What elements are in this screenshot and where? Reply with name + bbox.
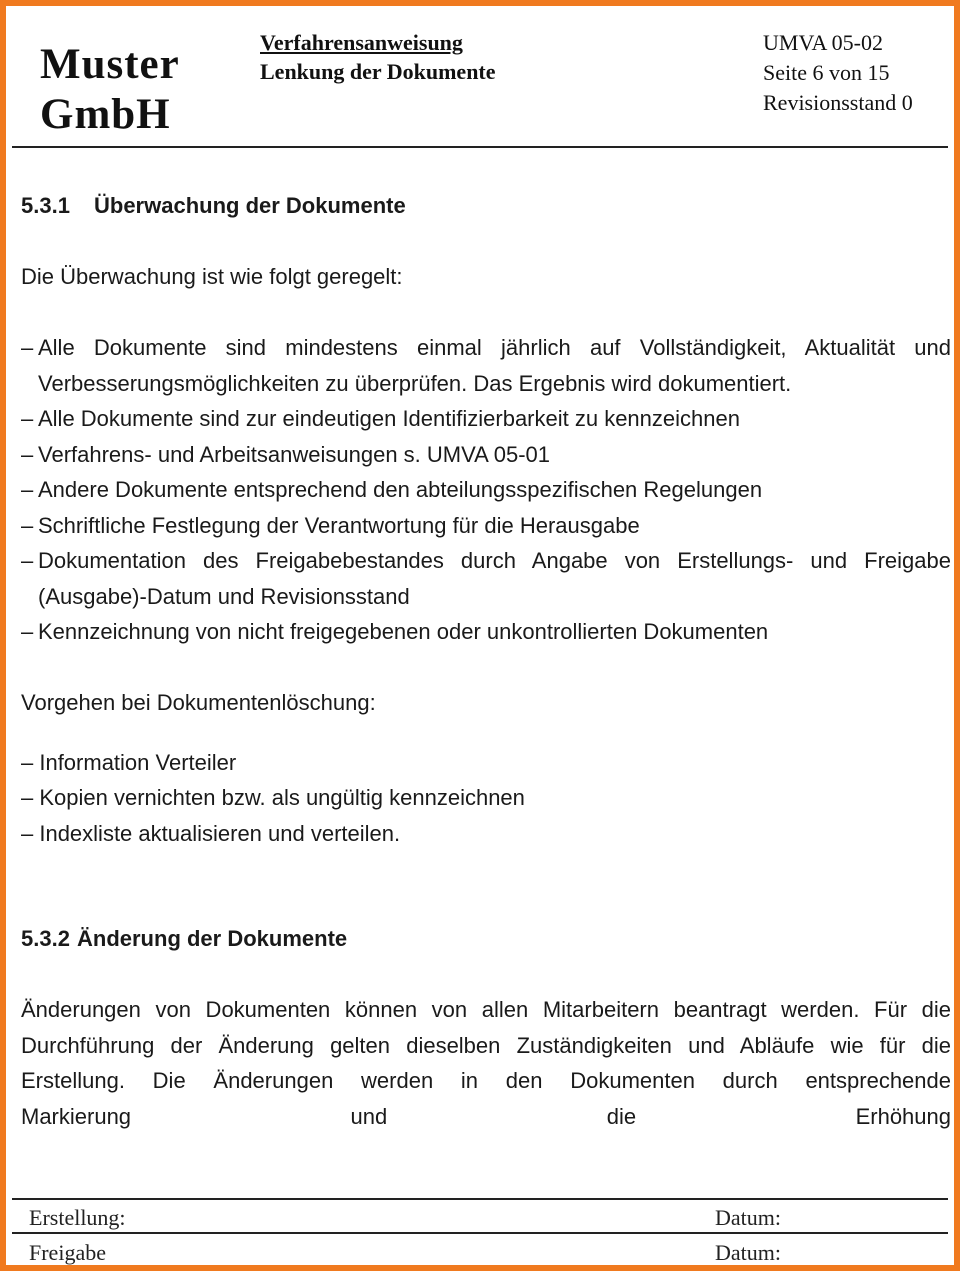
list-item: – Indexliste aktualisieren und verteilen. xyxy=(21,820,401,846)
company-name xyxy=(40,40,180,140)
company-name-line2: GmbH xyxy=(40,91,171,138)
document-body xyxy=(21,188,951,1134)
section-heading-5-3-1 xyxy=(21,188,951,224)
company-name-line1: Muster xyxy=(40,41,180,88)
list-item: – Schriftliche Festlegung der Verantwortung für die Herausgabe xyxy=(21,512,640,538)
list-item: – Kennzeichnung von nicht freigegebenen oder unkontrollierten Dokumenten xyxy=(21,619,769,644)
header-divider xyxy=(12,146,948,148)
footer-divider-middle xyxy=(12,1232,948,1234)
section-number: 5.3.2 xyxy=(21,926,70,951)
creation-date-label: Datum: xyxy=(715,1205,781,1230)
document-type-block xyxy=(260,28,496,86)
footer-divider-top xyxy=(12,1198,948,1200)
list-item: – Alle Dokumente sind zur eindeutigen Identifizierbarkeit zu kennzeichnen xyxy=(21,406,740,431)
deletion-steps xyxy=(21,745,951,852)
section-title: Änderung der Dokumente xyxy=(77,926,348,951)
document-meta xyxy=(763,28,913,118)
page-number: Seite 6 von 15 xyxy=(763,60,890,85)
monitoring-intro: Die Überwachung ist wie folgt geregelt: xyxy=(21,264,403,289)
list-item: – Verfahrens- und Arbeitsanweisungen s. UMVA 05-01 xyxy=(21,441,551,467)
list-item: – Alle Dokumente sind mindestens einmal jährlich auf Vollständigkeit, Aktualität und Verbesserungsmöglichkeiten zu überprüfen. Das Ergebnis wird dokumentiert. xyxy=(21,335,951,396)
change-paragraph: Änderungen von Dokumenten können von allen Mitarbeitern beantragt werden. Für die Durchführung der Änderung gelten dieselben Zuständigkeiten und Abläufe wie für die Erstellung. Die Änderungen werden in den Dokumenten durch entsprechende Markierung und die Erhöhung xyxy=(21,992,951,1134)
document-type: Verfahrensanweisung xyxy=(260,30,463,55)
document-id: UMVA 05-02 xyxy=(763,30,884,55)
list-item: – Dokumentation des Freigabebestandes durch Angabe von Erstellungs- und Freigabe (Ausgabe)-Datum und Revisionsstand xyxy=(21,548,951,609)
section-title: Überwachung der Dokumente xyxy=(94,193,406,218)
monitoring-list xyxy=(21,330,951,650)
document-title: Lenkung der Dokumente xyxy=(260,59,496,84)
creation-label: Erstellung: xyxy=(29,1205,126,1230)
list-item: – Andere Dokumente entsprechend den abteilungsspezifischen Regelungen xyxy=(21,477,763,502)
section-heading-5-3-2 xyxy=(21,921,951,957)
list-item: – Information Verteiler xyxy=(21,749,237,775)
revision-status: Revisionsstand 0 xyxy=(763,90,913,115)
release-date-label: Datum: xyxy=(715,1240,781,1265)
deletion-intro: Vorgehen bei Dokumentenlöschung: xyxy=(21,689,376,715)
release-label: Freigabe xyxy=(29,1240,106,1265)
section-number: 5.3.1 xyxy=(21,193,70,218)
paragraph-last-line: Markierung und die Erhöhung xyxy=(21,1103,951,1129)
list-item: – Kopien vernichten bzw. als ungültig kennzeichnen xyxy=(21,785,525,810)
